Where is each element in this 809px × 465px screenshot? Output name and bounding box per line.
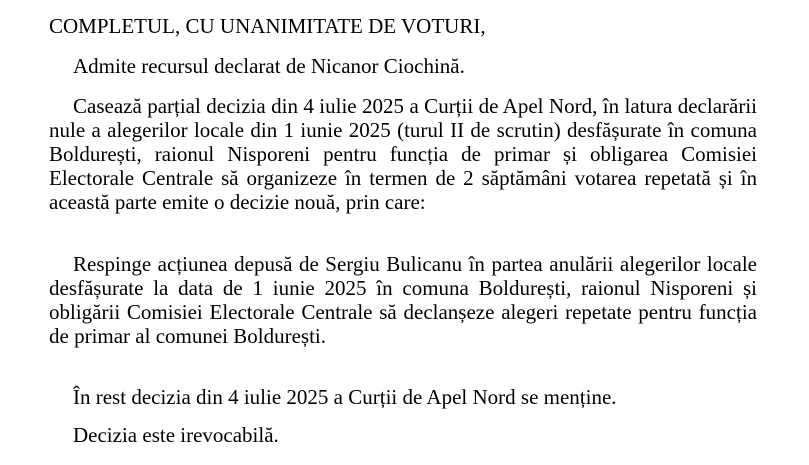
paragraph-admit-appeal: Admite recursul declarat de Nicanor Ciochină.	[73, 54, 465, 78]
decision-heading: COMPLETUL, CU UNANIMITATE DE VOTURI,	[49, 14, 486, 38]
paragraph-partial-cassation: Casează parțial decizia din 4 iulie 2025 a Curții de Apel Nord, în latura declarării nule a alegerilor locale din 1 iunie 2025 (turul II de scrutin) desfășurate în comuna Boldurești, raionul Nisporeni pentru funcția de primar și obligarea Comisiei Electorale Centrale să organizeze în termen de 2 săptămâni votarea repetată și în această parte emite o decizie nouă, prin care:	[49, 94, 757, 214]
paragraph-irrevocable: Decizia este irevocabilă.	[73, 423, 279, 447]
paragraph-remainder-maintained: În rest decizia din 4 iulie 2025 a Curții de Apel Nord se menține.	[73, 385, 617, 409]
paragraph-reject-action: Respinge acțiunea depusă de Sergiu Bulicanu în partea anulării alegerilor locale desfășurate la data de 1 iunie 2025 în comuna Boldurești, raionul Nisporeni și obligării Comisiei Electorale Centrale să declanșeze alegeri repetate pentru funcția de primar al comunei Boldurești.	[49, 252, 757, 348]
